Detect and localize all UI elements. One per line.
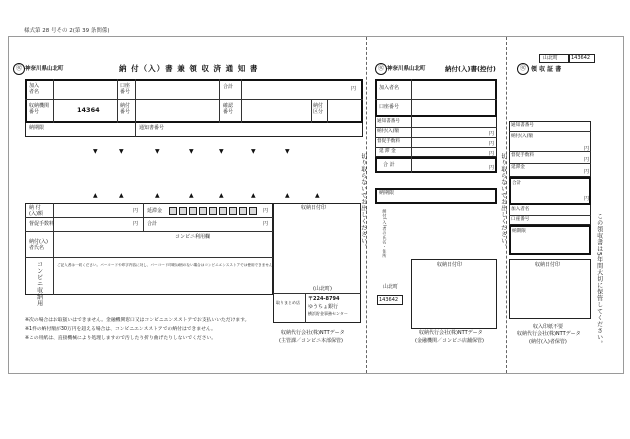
left-kanyusha-label: 加入 者名 — [29, 83, 40, 95]
left-top-block — [25, 79, 363, 123]
left-nofu-gaku-yen: 円 — [133, 208, 139, 214]
left-kakunin-label: 確認 番号 — [223, 103, 234, 115]
right-vertical: この領収書は5年間大切に保管してください。 — [595, 213, 603, 348]
left-company: 収納代行会社(株)NTTデータ — [281, 330, 345, 336]
form-id: 様式第 28 号その 2(第 39 条関係) — [24, 28, 110, 34]
left-nofu-kubun-label: 納付 区分 — [313, 103, 324, 115]
payment-slip-sheet: ㊋ 神奈川県山北町 納 付（入）書 兼 領 収 済 通 知 書 加入 者名 口座 番号 合計 円 収納機関 番号 14364 納付 番号 確認 番号 納付 区分 納期限 通知書番号 ▼ ▼ ▼ ▼ ▼ ▼ ▼ ▲ ▲ ▲ ▲ ▲ ▲ ▲ ▲ 納 付 (入)額 円 延滞金 円 督促手数料 円 合計 円 納付(入) 者氏名 コンビニ利用欄 コンビニ収納用 ご記入者は一切ください。バーコードや印字内容に対し、バーコード印刷は柄のない場合はコンビニエンスストアでは使用できません。 収納日付印 (山北町) 取りまとめ店 〒224-8794 ゆうちょ銀行 横浜貯金事務センター ※次の場合はお取扱いはできません。金融機関窓口又はコンビニエンスストアでお支払いいただけます。 ※1件の納付額が30万円を超える場合は、コンビニエンスストアでの納付はできません。 ※この用紙は、直接機械により処理しますので汚したり折り曲げたりしないでください。 収納代行会社(株)NTTデータ (主管課／コンビニ本部保管) ㊋ 神奈川県山北町 納付(入)書(控付) 加入者名 口座番号 通知書番号 納付(入)額 円 督促手数料 円 延 滞 金 円 合 計 円 納期限 切り取らないでお出しください。 切り取らないでお出しください。 納付(入)者の氏名・住所 収納日付印 山北町 143642 収納代行会社(株)NTTデータ (金融機関／コンビニ店舗保管) 山北町 143642 ㊋ 領 収 証 書 通知書番号 納付(入)額 円 督促手数料 円 延滞金 円 合計 円 加入者名 口座番号 納期限 この領収書は5年間大切に保管してください。 収納日付印 収入印紙不要 収納代行会社(株)NTTデータ (納付(入)者保管) — [8, 36, 624, 374]
right-company: 収納代行会社(株)NTTデータ — [517, 331, 581, 337]
middle-seal-icon: ㊋ — [375, 63, 387, 75]
right-stamp-label: 収納日付印 — [535, 262, 561, 268]
middle-yamakita: 山北町 — [383, 284, 399, 290]
right-yamakita: 山北町 — [543, 55, 559, 61]
left-kanyusha2-label: 納付(入) 者氏名 — [29, 239, 48, 251]
left-cvs-vertical: コンビニ収納用 — [35, 261, 43, 307]
middle-tsuchi-label: 通知書番号 — [377, 119, 400, 124]
left-toriatsukai-yen: 円 — [133, 221, 139, 227]
right-stamp-box — [509, 259, 591, 319]
left-stamp-label: 収納日付印 — [301, 205, 327, 211]
right-kanyusha-label: 加入者名 — [511, 207, 530, 212]
left-notice: ご記入者は一切ください。バーコードや印字内容に対し、バーコード印刷は柄のない場合はコンビニエンスストアでは使用できません。 — [57, 263, 277, 267]
left-yucho2: 横浜貯金事務センター — [308, 311, 348, 316]
middle-toriatsukai-label: 督促手数料 — [377, 139, 400, 144]
right-koza-label: 口座番号 — [511, 217, 530, 222]
right-number: 143642 — [571, 55, 591, 61]
middle-stamp-box — [411, 259, 497, 329]
perforation-line-2 — [506, 37, 507, 373]
left-company2: (主管課／コンビニ本部保管) — [279, 338, 343, 344]
right-nofu-gaku-label: 納付(入)額 — [511, 134, 533, 139]
right-toriatsukai-yen: 円 — [584, 157, 590, 163]
left-koza-label: 口座 番号 — [120, 83, 131, 95]
right-gokei-box — [509, 177, 591, 205]
left-title: 納 付（入）書 兼 領 収 済 通 知 書 — [119, 64, 259, 73]
middle-title: 納付(入)書(控付) — [445, 65, 496, 73]
right-entaikin-label: 延滞金 — [511, 165, 525, 170]
middle-gokei-label: 合 計 — [383, 162, 395, 168]
left-kigen-row — [25, 123, 363, 137]
left-shuno-number: 14364 — [77, 106, 100, 114]
left-note1: ※次の場合はお取扱いはできません。金融機関窓口又はコンビニエンスストアでお支払いいただけます。 — [25, 318, 250, 323]
left-entaikin-yen: 円 — [263, 208, 269, 214]
left-gokei-yen: 円 — [351, 86, 357, 92]
middle-kigen-label: 納期限 — [379, 190, 395, 196]
left-entaikin-label: 延滞金 — [147, 208, 163, 214]
right-nofu-gaku-yen: 円 — [584, 146, 590, 152]
left-shuno-label: 収納機関 番号 — [29, 103, 50, 115]
middle-entaikin-yen: 円 — [489, 151, 495, 157]
middle-stamp-label: 収納日付印 — [437, 262, 463, 268]
left-nofu-no-label: 納付 番号 — [120, 103, 131, 115]
middle-kanyusha-vertical: 納付(入)者の氏名・住所 — [382, 209, 388, 259]
left-gokei2-yen: 円 — [263, 221, 269, 227]
left-kigen-label: 納期限 — [29, 125, 45, 131]
middle-nofu-gaku-yen: 円 — [489, 131, 495, 137]
left-note2: ※1件の納付額が30万円を超える場合は、コンビニエンスストアでの納付はできません。 — [25, 327, 216, 332]
left-cvs-area: コンビニ利用欄 — [175, 234, 211, 240]
middle-vertical-right: 切り取らないでお出しください。 — [499, 153, 507, 251]
middle-gokei-yen: 円 — [489, 165, 495, 171]
middle-vertical-left: 切り取らないでお出しください。 — [359, 153, 367, 251]
right-gokei-yen: 円 — [584, 196, 590, 202]
town-seal-icon: ㊋ — [13, 63, 25, 75]
middle-company: 収納代行会社(株)NTTデータ — [419, 330, 483, 336]
middle-kanyusha-label: 加入者名 — [379, 85, 400, 91]
right-kigen-label: 納期限 — [512, 229, 526, 234]
left-toriatsukai-label: 督促手数料 — [29, 221, 55, 227]
left-toriatsukai-ten: 取りまとめ店 — [276, 300, 300, 305]
middle-nofu-gaku-label: 納付(入)額 — [377, 129, 399, 134]
checkbox — [169, 207, 177, 215]
right-gokei-label: 合計 — [512, 181, 522, 186]
left-gokei-label: 合計 — [223, 84, 234, 90]
middle-org: 神奈川県山北町 — [387, 66, 426, 72]
left-gokei2-label: 合計 — [147, 221, 158, 227]
middle-number: 143642 — [379, 297, 399, 303]
middle-entaikin-label: 延 滞 金 — [379, 149, 396, 154]
left-yucho: ゆうちょ銀行 — [308, 304, 339, 310]
right-toriatsukai-label: 督促手数料 — [511, 153, 534, 158]
right-seal-icon: ㊋ — [517, 63, 529, 75]
left-note3: ※この用紙は、直接機械により処理しますので汚したり折り曲げたりしないでください。 — [25, 336, 217, 341]
right-fuyo: 収入印紙不要 — [533, 324, 564, 330]
left-org: 神奈川県山北町 — [25, 66, 64, 72]
left-yubin: 〒224-8794 — [308, 296, 340, 302]
right-entaikin-yen: 円 — [584, 169, 590, 175]
left-yamakita-label: (山北町) — [313, 286, 332, 292]
middle-toriatsukai-yen: 円 — [489, 141, 495, 147]
tear-marker: ▼ — [93, 148, 98, 155]
middle-company2: (金融機関／コンビニ店舗保管) — [415, 338, 484, 344]
right-company2: (納付(入)者保管) — [529, 339, 567, 345]
left-nofu-gaku-label: 納 付 (入)額 — [29, 205, 43, 217]
right-title: 領 収 証 書 — [531, 66, 562, 73]
right-tsuchi-label: 通知書番号 — [511, 123, 534, 128]
middle-koza-label: 口座番号 — [379, 104, 400, 110]
left-tsuchi-label: 通知書番号 — [139, 125, 165, 131]
